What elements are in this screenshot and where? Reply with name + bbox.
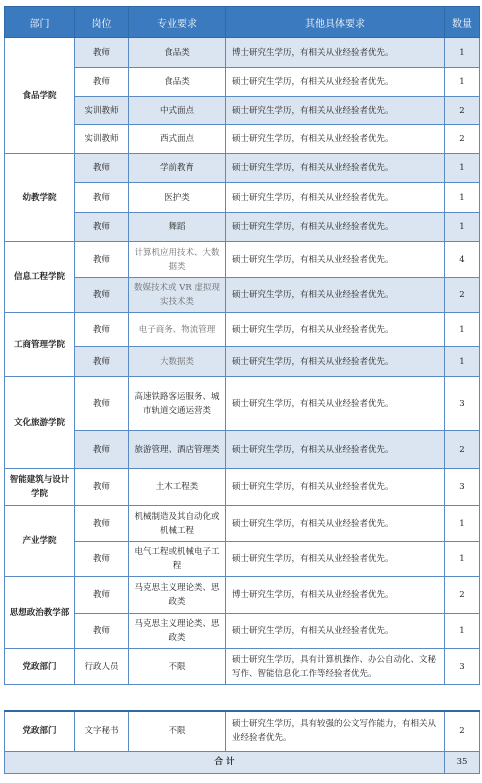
recruitment-table-wrapper (4, 6, 479, 774)
major-cell: 西式面点 (129, 125, 226, 154)
other-cell: 硕士研究生学历，有相关从业经验者优先。 (226, 542, 445, 577)
major-cell: 高速铁路客运服务、城市轨道交通运营类 (129, 377, 226, 431)
count-cell: 2 (445, 125, 480, 154)
major-cell: 机械制造及其自动化或机械工程 (129, 506, 226, 542)
table-row (5, 542, 480, 577)
major-cell: 不限 (129, 711, 226, 751)
count-cell: 4 (445, 242, 480, 278)
count-cell: 1 (445, 506, 480, 542)
other-cell: 博士研究生学历，有相关从业经验者优先。 (226, 577, 445, 614)
table-row (5, 431, 480, 469)
position-cell: 实训教师 (75, 125, 129, 154)
major-cell: 舞蹈 (129, 213, 226, 242)
table-row (5, 97, 480, 125)
total-row (5, 751, 480, 773)
position-cell: 教师 (75, 469, 129, 506)
table-row (5, 469, 480, 506)
dept-cell: 食品学院 (5, 38, 75, 154)
dept-cell: 工商管理学院 (5, 313, 75, 377)
major-cell: 不限 (129, 649, 226, 685)
count-cell: 1 (445, 213, 480, 242)
other-cell: 硕士研究生学历，有相关从业经验者优先。 (226, 154, 445, 183)
dept-cell: 党政部门 (5, 711, 75, 751)
table-row (5, 183, 480, 213)
header-count: 数量 (445, 7, 480, 38)
dept-cell: 智能建筑与设计学院 (5, 469, 75, 506)
total-label: 合 计 (5, 751, 445, 773)
major-cell: 马克思主义理论类、思政类 (129, 577, 226, 614)
table-row (5, 313, 480, 347)
major-cell: 电子商务、物流管理 (129, 313, 226, 347)
major-cell: 医护类 (129, 183, 226, 213)
other-cell: 硕士研究生学历，有相关从业经验者优先。 (226, 278, 445, 313)
dept-cell: 幼教学院 (5, 154, 75, 242)
dept-cell: 党政部门 (5, 649, 75, 685)
position-cell: 行政人员 (75, 649, 129, 685)
table-row (5, 577, 480, 614)
count-cell: 1 (445, 614, 480, 649)
other-cell: 硕士研究生学历，有相关从业经验者优先。 (226, 68, 445, 97)
major-cell: 大数据类 (129, 347, 226, 377)
other-cell: 硕士研究生学历，有相关从业经验者优先。 (226, 97, 445, 125)
recruitment-table-continued (4, 710, 480, 774)
other-cell: 硕士研究生学历，有相关从业经验者优先。 (226, 469, 445, 506)
count-cell: 1 (445, 313, 480, 347)
major-cell: 马克思主义理论类、思政类 (129, 614, 226, 649)
count-cell: 2 (445, 711, 480, 751)
position-cell: 教师 (75, 313, 129, 347)
table-row (5, 614, 480, 649)
position-cell: 教师 (75, 154, 129, 183)
table-row (5, 242, 480, 278)
total-count: 35 (445, 751, 480, 773)
position-cell: 教师 (75, 38, 129, 68)
major-cell: 食品类 (129, 68, 226, 97)
other-cell: 硕士研究生学历，具有较强的公文写作能力，有相关从业经验者优先。 (226, 711, 445, 751)
other-cell: 硕士研究生学历，有相关从业经验者优先。 (226, 506, 445, 542)
header-other: 其他具体要求 (226, 7, 445, 38)
other-cell: 硕士研究生学历，有相关从业经验者优先。 (226, 614, 445, 649)
position-cell: 实训教师 (75, 97, 129, 125)
header-major: 专业要求 (129, 7, 226, 38)
table-row (5, 68, 480, 97)
other-cell: 硕士研究生学历，有相关从业经验者优先。 (226, 213, 445, 242)
count-cell: 1 (445, 183, 480, 213)
major-cell: 数媒技术或 VR 虚拟现实技术类 (129, 278, 226, 313)
header-position: 岗位 (75, 7, 129, 38)
table-row (5, 347, 480, 377)
major-cell: 学前教育 (129, 154, 226, 183)
table-row (5, 125, 480, 154)
count-cell: 1 (445, 542, 480, 577)
count-cell: 1 (445, 38, 480, 68)
page-break-gap (4, 685, 479, 710)
position-cell: 教师 (75, 577, 129, 614)
major-cell: 土木工程类 (129, 469, 226, 506)
other-cell: 硕士研究生学历，有相关从业经验者优先。 (226, 242, 445, 278)
position-cell: 教师 (75, 278, 129, 313)
major-cell: 中式面点 (129, 97, 226, 125)
position-cell: 教师 (75, 377, 129, 431)
count-cell: 2 (445, 577, 480, 614)
other-cell: 硕士研究生学历，有相关从业经验者优先。 (226, 125, 445, 154)
position-cell: 教师 (75, 242, 129, 278)
count-cell: 1 (445, 154, 480, 183)
position-cell: 教师 (75, 614, 129, 649)
header-row (5, 7, 480, 38)
position-cell: 教师 (75, 542, 129, 577)
count-cell: 3 (445, 649, 480, 685)
other-cell: 硕士研究生学历，有相关从业经验者优先。 (226, 377, 445, 431)
count-cell: 1 (445, 347, 480, 377)
table-row (5, 711, 480, 751)
position-cell: 教师 (75, 68, 129, 97)
table-row (5, 154, 480, 183)
table-row (5, 649, 480, 685)
position-cell: 教师 (75, 347, 129, 377)
position-cell: 教师 (75, 213, 129, 242)
table-row (5, 213, 480, 242)
dept-cell: 思想政治教学部 (5, 577, 75, 649)
other-cell: 硕士研究生学历，有相关从业经验者优先。 (226, 313, 445, 347)
major-cell: 旅游管理、酒店管理类 (129, 431, 226, 469)
header-dept: 部门 (5, 7, 75, 38)
position-cell: 教师 (75, 431, 129, 469)
table-row (5, 377, 480, 431)
table-row (5, 278, 480, 313)
count-cell: 3 (445, 377, 480, 431)
major-cell: 电气工程或机械电子工程 (129, 542, 226, 577)
recruitment-table (4, 6, 480, 685)
dept-cell: 产业学院 (5, 506, 75, 577)
other-cell: 博士研究生学历，有相关从业经验者优先。 (226, 38, 445, 68)
count-cell: 2 (445, 431, 480, 469)
other-cell: 硕士研究生学历，具有计算机操作、办公自动化、文秘写作、智能信息化工作等经验者优先。 (226, 649, 445, 685)
count-cell: 3 (445, 469, 480, 506)
other-cell: 硕士研究生学历，有相关从业经验者优先。 (226, 431, 445, 469)
dept-cell: 信息工程学院 (5, 242, 75, 313)
table-row (5, 38, 480, 68)
other-cell: 硕士研究生学历，有相关从业经验者优先。 (226, 183, 445, 213)
major-cell: 计算机应用技术、大数据类 (129, 242, 226, 278)
count-cell: 2 (445, 97, 480, 125)
position-cell: 教师 (75, 506, 129, 542)
position-cell: 文字秘书 (75, 711, 129, 751)
count-cell: 1 (445, 68, 480, 97)
dept-cell: 文化旅游学院 (5, 377, 75, 469)
position-cell: 教师 (75, 183, 129, 213)
other-cell: 硕士研究生学历，有相关从业经验者优先。 (226, 347, 445, 377)
major-cell: 食品类 (129, 38, 226, 68)
table-row (5, 506, 480, 542)
count-cell: 2 (445, 278, 480, 313)
